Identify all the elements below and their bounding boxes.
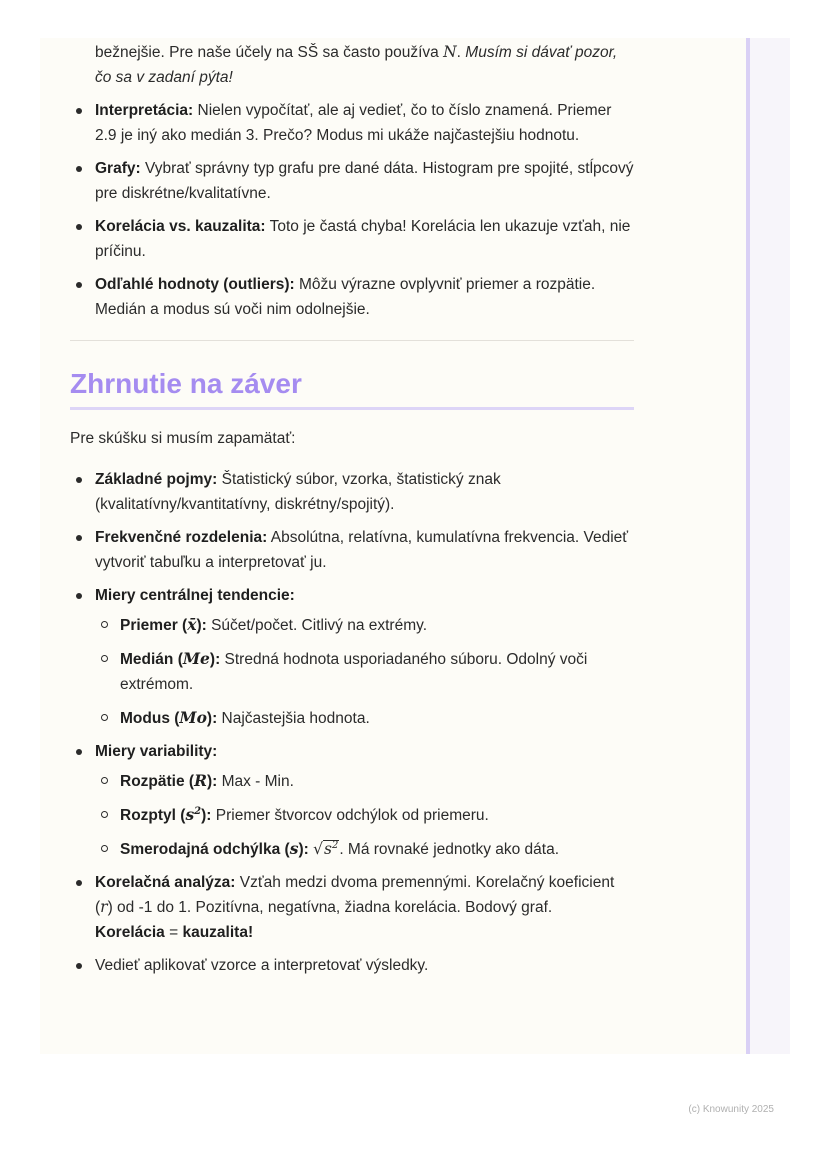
sqrt-icon: √: [313, 840, 323, 858]
list-item: Medián (Me): Stredná hodnota usporiadaného súboru. Odolný voči extrémom.: [95, 646, 634, 697]
copyright-footer: (c) Knowunity 2025: [688, 1104, 774, 1115]
divider: [70, 340, 634, 341]
list-item: Základné pojmy: Štatistický súbor, vzorka, štatistický znak (kvalitatívny/kvantitatívny, diskrétny/spojitý).: [70, 467, 634, 517]
sqrt-expression: $√s^2$: [313, 840, 339, 858]
warning-italic: Musím si dávať pozor, čo sa v zadaní pýta!: [95, 44, 618, 86]
list-item: Frekvenčné rozdelenia: Absolútna, relatívna, kumulatívna frekvencia. Vedieť vytvoriť tabuľku a interpretovať ju.: [70, 525, 634, 575]
list-item: Interpretácia: Nielen vypočítať, ale aj vedieť, čo to číslo znamená. Priemer 2.9 je iný ako medián 3. Prečo? Modus mi ukáže najčastejšiu hodnotu.: [70, 98, 634, 148]
list-item: Miery centrálnej tendencie: Priemer (x̄): Súčet/počet. Citlivý na extrémy. Medián (Me): Stredná hodnota usporiadaného súboru. Odolný voči extrémom. Modus (Mo): Najčastejšia hodnota.: [70, 583, 634, 731]
central-sublist: [95, 612, 634, 731]
list-item: Rozpätie (R): Max - Min.: [95, 768, 634, 794]
list-item: Rozptyl $(s^2)$: Priemer štvorcov odchýlok od priemeru.: [95, 802, 634, 828]
continued-paragraph: bežnejšie. Pre naše účely na SŠ sa často používa N. Musím si dávať pozor, čo sa v zadaní pýta!: [95, 43, 618, 86]
document-content: [70, 38, 634, 986]
list-item: Smerodajná odchýlka (s): $√s^2$. Má rovnaké jednotky ako dáta.: [95, 836, 634, 862]
section-heading: Zhrnutie na záver: [70, 365, 634, 410]
list-item: Vedieť aplikovať vzorce a interpretovať výsledky.: [70, 953, 634, 978]
right-sidebar: [746, 38, 790, 1054]
list-item: Priemer (x̄): Súčet/počet. Citlivý na extrémy.: [95, 612, 634, 638]
list-item: Korelačná analýza: Vzťah medzi dvoma premennými. Korelačný koeficient (r) od -1 do 1. Pozitívna, negatívna, žiadna korelácia. Bodový graf. Korelácia = kauzalita!: [70, 870, 634, 945]
list-item: Korelácia vs. kauzalita: Toto je častá chyba! Korelácia len ukazuje vzťah, nie príčinu.: [70, 214, 634, 264]
summary-list: [70, 467, 634, 978]
tips-list: [70, 98, 634, 322]
list-item: Miery variability: Rozpätie (R): Max - Min. Rozptyl $(s^2)$: Priemer štvorcov odchýlok od priemeru. Smerodajná odchýlka (s): $√s^2$. Má rovnaké jednotky ako dáta.: [70, 739, 634, 862]
math-n: N: [443, 43, 457, 61]
summary-intro: Pre skúšku si musím zapamätať:: [70, 430, 296, 447]
list-item: Modus (Mo): Najčastejšia hodnota.: [95, 705, 634, 731]
variability-sublist: [95, 768, 634, 862]
list-item: Grafy: Vybrať správny typ grafu pre dané dáta. Histogram pre spojité, stĺpcový pre diskrétne/kvalitatívne.: [70, 156, 634, 206]
list-item: Odľahlé hodnoty (outliers): Môžu výrazne ovplyvniť priemer a rozpätie. Medián a modus sú voči nim odolnejšie.: [70, 272, 634, 322]
